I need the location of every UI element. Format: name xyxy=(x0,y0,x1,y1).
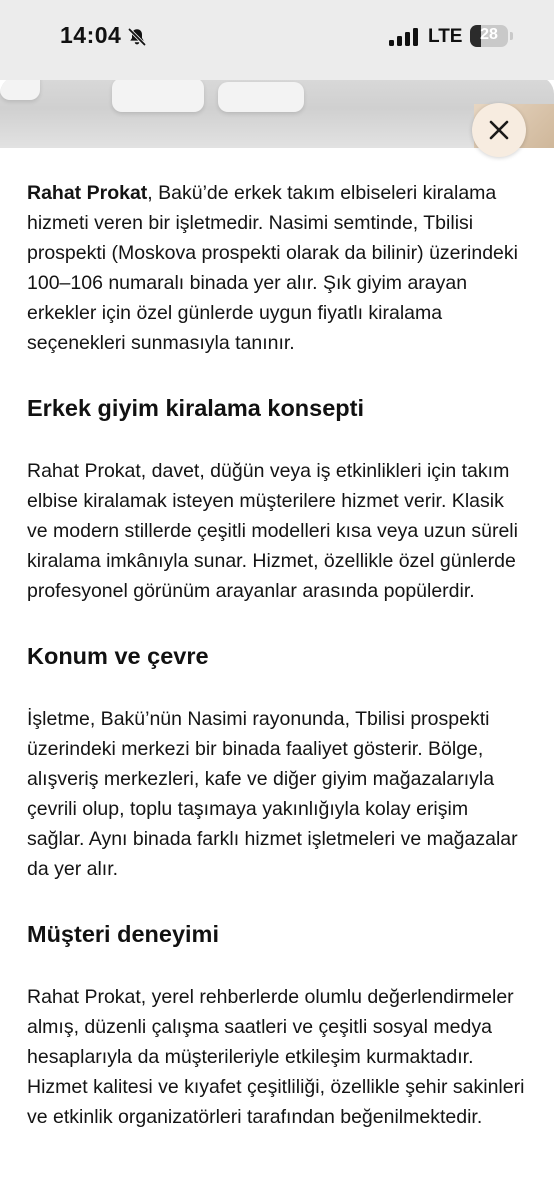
status-bar xyxy=(0,0,554,80)
battery-level: 28 xyxy=(480,26,498,43)
intro-text: , Bakü’de erkek takım elbiseleri kiralama hizmeti veren bir işletmedir. Nasimi semtinde, Tbilisi prospekti (Moskova prospekti olarak da bilinir) üzerindeki 100–106 numaralı binada yer alır. Şık giyim arayan erkekler için özel günlerde uygun fiyatlı kiralama seçenekleri sunmasıyla tanınır. xyxy=(27,182,518,354)
article xyxy=(27,178,527,1132)
section-text-experience: Rahat Prokat, yerel rehberlerde olumlu değerlendirmeler almış, düzenli çalışma saatleri ve çeşitli sosyal medya hesaplarıyla da müşterileriyle etkileşim kurmaktadır. Hizmet kalitesi ve kıyafet çeşitliliği, özellikle şehir sakinleri ve etkinlik organizatörleri tarafından beğenilmektedir. xyxy=(27,986,525,1128)
close-icon xyxy=(487,118,511,142)
header-image-car xyxy=(112,78,204,112)
section-heading-experience: Müşteri deneyimi xyxy=(27,921,219,947)
header-image xyxy=(0,76,554,148)
status-time: 14:04 xyxy=(60,22,122,48)
close-button[interactable] xyxy=(472,103,526,157)
intro-paragraph xyxy=(27,178,527,358)
section-text-concept: Rahat Prokat, davet, düğün veya iş etkinlikleri için takım elbise kiralamak isteyen müşterilere hizmet verir. Klasik ve modern stillerde çeşitli modelleri kısa veya uzun süreli kiralama imkânıyla sunar. Hizmet, özellikle özel günlerde profesyonel görünüm arayanlar arasında popülerdir. xyxy=(27,460,518,602)
battery-icon xyxy=(470,25,508,47)
header-image-car xyxy=(218,82,304,112)
section-text-location: İşletme, Bakü’nün Nasimi rayonunda, Tbilisi prospekti üzerindeki merkezi bir binada faaliyet gösterir. Bölge, alışveriş merkezleri, kafe ve diğer giyim mağazalarıyla çevrili olup, toplu taşımaya yakınlığıyla kolay erişim sağlar. Aynı binada farklı hizmet işletmeleri ve mağazalar da yer alır. xyxy=(27,708,518,880)
bell-slash-icon xyxy=(127,27,147,47)
signal-icon xyxy=(389,28,419,46)
brand-name: Rahat Prokat xyxy=(27,182,148,204)
section-heading-concept: Erkek giyim kiralama konsepti xyxy=(27,395,364,421)
battery-cap xyxy=(510,32,513,40)
section-heading-location: Konum ve çevre xyxy=(27,643,209,669)
network-type: LTE xyxy=(428,26,463,47)
